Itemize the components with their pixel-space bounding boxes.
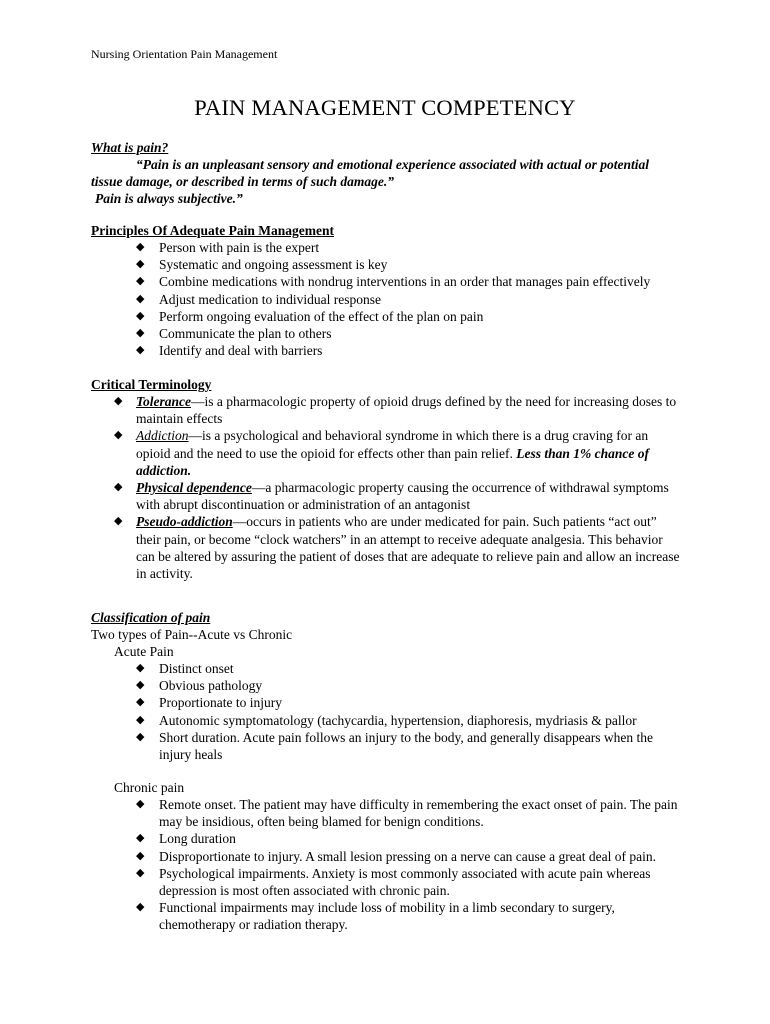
- diamond-bullet-icon: ◆: [136, 713, 145, 726]
- list-item: ◆ Remote onset. The patient may have difficulty in remembering the exact onset of pain. The pain may be insidious, often being blamed for benign conditions.: [136, 797, 678, 830]
- list-item: ◆ Psychological impairments. Anxiety is most commonly associated with acute pain whereas depression is most often associated with chronic pain.: [136, 865, 651, 899]
- list-item: ◆ Proportionate to injury: [136, 695, 282, 711]
- diamond-bullet-icon: ◆: [136, 275, 145, 288]
- acute-pain-label: Acute Pain: [114, 644, 174, 659]
- diamond-bullet-icon: ◆: [114, 515, 123, 528]
- diamond-bullet-icon: ◆: [114, 395, 123, 407]
- list-item: ◆ Perform ongoing evaluation of the effect of the plan on pain: [136, 308, 484, 324]
- list-item: ◆ Combine medications with nondrug interventions in an order that manages pain effectively: [136, 274, 651, 290]
- diamond-bullet-icon: ◆: [136, 866, 145, 879]
- list-item: ◆ Autonomic symptomatology (tachycardia, hypertension, diaphoresis, mydriasis & pallor: [136, 712, 637, 728]
- list-item: ◆ Identify and deal with barriers: [136, 343, 323, 359]
- diamond-bullet-icon: ◆: [136, 901, 145, 914]
- diamond-bullet-icon: ◆: [136, 849, 145, 862]
- page-title: PAIN MANAGEMENT COMPETENCY: [194, 95, 576, 120]
- list-item: ◆ Person with pain is the expert: [136, 240, 320, 255]
- diamond-bullet-icon: ◆: [136, 679, 145, 692]
- term-addiction: ◆ Addiction—is a psychological and behavioral syndrome in which there is a drug craving for an opioid and the need to use the opioid for effects other than pain relief. Less than 1% chance of addiction.: [114, 428, 650, 478]
- list-item: ◆ Adjust medication to individual response: [136, 291, 381, 307]
- list-item: ◆ Distinct onset: [136, 661, 234, 676]
- terminology-heading: Critical Terminology: [91, 377, 212, 392]
- principles-heading: Principles Of Adequate Pain Management: [91, 223, 334, 238]
- diamond-bullet-icon: ◆: [136, 292, 145, 305]
- diamond-bullet-icon: ◆: [136, 344, 145, 357]
- diamond-bullet-icon: ◆: [136, 662, 145, 674]
- diamond-bullet-icon: ◆: [136, 832, 145, 845]
- principles-list: [136, 239, 696, 359]
- chronic-pain-label: Chronic pain: [114, 780, 185, 795]
- diamond-bullet-icon: ◆: [114, 429, 123, 442]
- list-item: ◆ Short duration. Acute pain follows an injury to the body, and generally disappears when the injury heals: [136, 729, 654, 763]
- classification-intro: Two types of Pain--Acute vs Chronic: [91, 627, 293, 642]
- diamond-bullet-icon: ◆: [136, 327, 145, 340]
- chronic-pain-list: [136, 796, 681, 934]
- list-item: ◆ Communicate the plan to others: [136, 326, 332, 342]
- pain-definition-line-2: tissue damage, or described in terms of such damage.”: [91, 174, 394, 189]
- list-item: ◆ Obvious pathology: [136, 678, 263, 694]
- diamond-bullet-icon: ◆: [136, 696, 145, 709]
- diamond-bullet-icon: ◆: [136, 258, 145, 271]
- pain-definition-line-3: Pain is always subjective.”: [95, 191, 243, 206]
- term-pseudo-addiction: ◆ Pseudo-addiction—occurs in patients who are under medicated for pain. Such patients “act out” their pain, or become “clock watchers” in an attempt to receive adequate analgesia. This behavior can be altered by assuring the patient of doses that are adequate to relieve pain and allow an increase in activity.: [114, 514, 680, 582]
- term-tolerance: ◆ Tolerance—is a pharmacologic property of opioid drugs defined by the need for increasing doses to maintain effects: [114, 394, 677, 427]
- diamond-bullet-icon: ◆: [136, 730, 145, 743]
- classification-heading: Classification of pain: [91, 610, 211, 625]
- acute-pain-list: [136, 660, 681, 763]
- list-item: ◆ Systematic and ongoing assessment is key: [136, 257, 388, 273]
- term-physical-dependence: ◆ Physical dependence—a pharmacologic property causing the occurrence of withdrawal symptoms with abrupt discontinuation or administration of an antagonist: [114, 480, 669, 513]
- diamond-bullet-icon: ◆: [136, 241, 145, 253]
- diamond-bullet-icon: ◆: [136, 798, 145, 810]
- running-header: Nursing Orientation Pain Management: [91, 47, 278, 61]
- diamond-bullet-icon: ◆: [136, 309, 145, 322]
- list-item: ◆ Long duration: [136, 831, 236, 847]
- pain-definition-line-1: “Pain is an unpleasant sensory and emotional experience associated with actual or potential: [136, 157, 650, 172]
- what-is-pain-heading: What is pain?: [91, 140, 169, 155]
- diamond-bullet-icon: ◆: [114, 481, 123, 494]
- terminology-list: [114, 393, 684, 582]
- list-item: ◆ Functional impairments may include loss of mobility in a limb secondary to surgery, chemotherapy or radiation therapy.: [136, 900, 615, 933]
- list-item: ◆ Disproportionate to injury. A small lesion pressing on a nerve can cause a great deal of pain.: [136, 848, 656, 864]
